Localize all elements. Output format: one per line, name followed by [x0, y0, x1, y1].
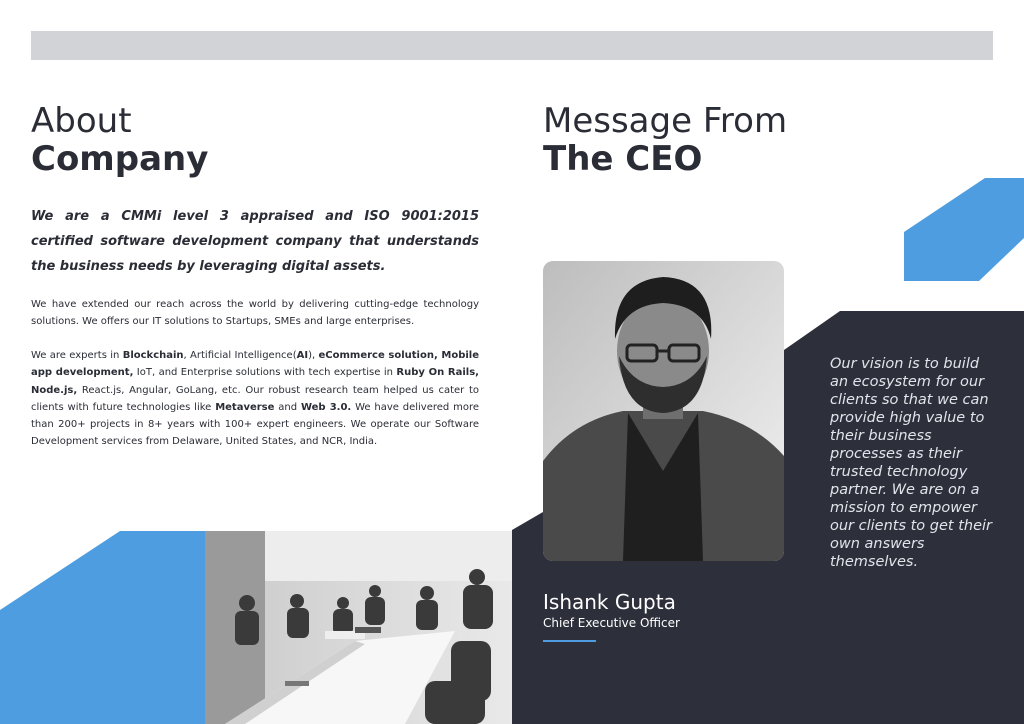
para2-bold-ecommerce: eCommerce solution, Mobile app development, — [31, 350, 480, 379]
ceo-role: Chief Executive Officer — [543, 616, 680, 630]
team-meeting-photo — [205, 531, 512, 724]
para2-text-6: and — [274, 401, 301, 413]
para2-bold-ror: Ruby On Rails, Node.js, — [31, 367, 479, 396]
para2-bold-ai: AI — [296, 350, 309, 361]
about-heading-light: About — [31, 101, 132, 141]
about-paragraph-2 — [31, 347, 479, 451]
ceo-heading-light: Message From — [543, 101, 788, 141]
para2-text-1: We are experts in — [31, 350, 123, 361]
about-paragraph-1: We have extended our reach across the world by delivering cutting-edge technology solutions. We offers our IT solutions to Startups, SMEs and large enterprises. — [31, 299, 479, 328]
para2-text-5: React.js, Angular, GoLang, etc. Our robust research team helped us cater to clients with future technologies like — [31, 384, 479, 413]
top-bar — [31, 31, 993, 60]
para2-bold-metaverse: Metaverse — [215, 401, 275, 413]
ceo-heading-bold: The CEO — [543, 139, 703, 179]
para2-text-2: , Artificial Intelligence( — [183, 350, 297, 361]
ceo-vision-quote: Our vision is to build an ecosystem for our clients so that we can provide high value to their business processes as their trusted technology partner. We are on a mission to empower our clients to get their own answers themselves. — [830, 356, 992, 570]
para2-bold-web3: Web 3.0. — [300, 401, 352, 413]
accent-shape-top-right — [904, 178, 1024, 281]
ceo-name-underline — [543, 640, 596, 642]
para2-text-3: ), — [308, 350, 319, 361]
para2-text-7: We have delivered more than 200+ projects in 8+ years with 100+ expert engineers. We operate our Software Development services from Delaware, United States, and NCR, India. — [31, 401, 480, 448]
ceo-name: Ishank Gupta — [543, 590, 676, 614]
ceo-portrait-photo — [543, 261, 784, 561]
para2-text-4: IoT, and Enterprise solutions with tech expertise in — [133, 367, 397, 379]
about-intro: We are a CMMi level 3 appraised and ISO 9001:2015 certified software development company that understands the business needs by leveraging digital assets. — [31, 209, 479, 274]
accent-shape-bottom-left — [0, 531, 238, 724]
para2-bold-blockchain: Blockchain — [122, 350, 184, 361]
about-heading-bold: Company — [31, 139, 209, 179]
